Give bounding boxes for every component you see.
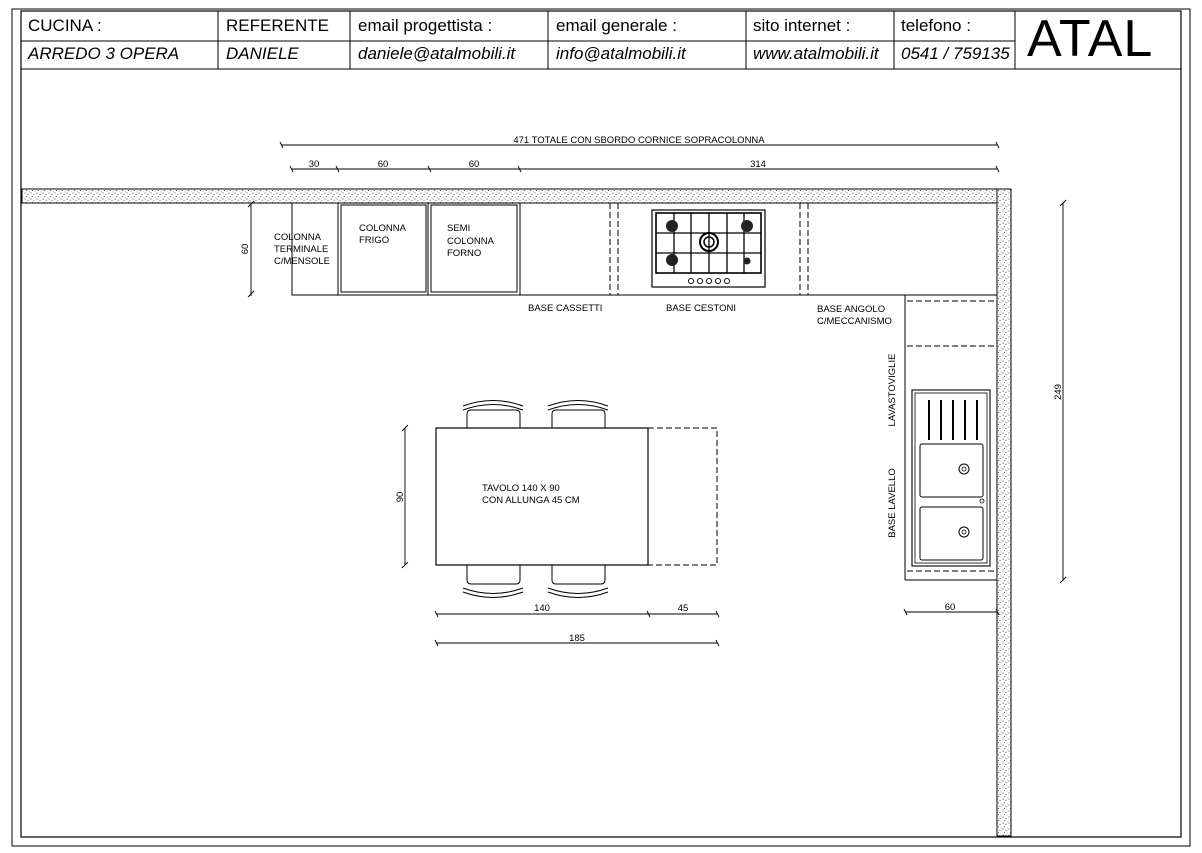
dimension-table-45-label: 45 xyxy=(677,603,689,614)
header-value-referent: DANIELE xyxy=(226,44,299,63)
cooktop-icon xyxy=(652,210,765,287)
label-base-angolo: BASE ANGOLO C/MECCANISMO xyxy=(817,304,892,327)
label-colonna-frigo: COLONNA FRIGO xyxy=(359,223,406,246)
dimension-60b-label: 60 xyxy=(468,159,480,170)
header-value-website: www.atalmobili.it xyxy=(753,44,879,63)
dimension-depth-label: 60 xyxy=(240,243,251,255)
label-base-lavello: BASE LAVELLO xyxy=(887,468,898,538)
header-label-phone: telefono : xyxy=(901,16,971,35)
dimension-sink-60-label: 60 xyxy=(944,602,956,613)
dimension-314-label: 314 xyxy=(750,159,766,170)
brand-logo: ATAL xyxy=(1027,10,1154,68)
dimension-total-label: 471 TOTALE CON SBORDO CORNICE SOPRACOLONNA xyxy=(513,135,765,146)
dimension-table-length xyxy=(435,611,719,617)
dimension-table-140-label: 140 xyxy=(534,603,550,614)
header-value-kitchen: ARREDO 3 OPERA xyxy=(28,44,180,63)
header-label-website: sito internet : xyxy=(753,16,851,35)
label-lavastoviglie: LAVASTOVIGLIE xyxy=(887,353,898,427)
dimension-60a-label: 60 xyxy=(377,159,389,170)
sink-icon xyxy=(912,390,990,566)
header-value-general-email: info@atalmobili.it xyxy=(556,44,686,63)
label-table: TAVOLO 140 X 90 CON ALLUNGA 45 CM xyxy=(482,483,580,506)
header-label-kitchen: CUCINA : xyxy=(28,16,102,35)
label-base-cassetti: BASE CASSETTI xyxy=(528,303,603,314)
wall-right xyxy=(997,189,1011,836)
label-colonna-terminale: COLONNA TERMINALE C/MENSOLE xyxy=(274,232,330,267)
dimension-table-185-label: 185 xyxy=(569,633,585,644)
header-value-designer-email: daniele@atalmobili.it xyxy=(358,44,516,63)
header-label-designer-email: email progettista : xyxy=(358,16,493,35)
header-value-phone: 0541 / 759135 xyxy=(901,44,1010,63)
dimension-table-depth-label: 90 xyxy=(395,491,406,503)
dimension-row xyxy=(290,166,999,172)
header-label-referent: REFERENTE xyxy=(226,16,329,35)
dimension-30-label: 30 xyxy=(308,159,320,170)
label-semi-colonna-forno: SEMI COLONNA FORNO xyxy=(447,223,494,259)
wall-top xyxy=(22,189,1011,203)
dimension-249-label: 249 xyxy=(1053,384,1064,400)
header-grid xyxy=(21,11,1181,69)
label-base-cestoni: BASE CESTONI xyxy=(666,303,737,314)
top-cabinet-run xyxy=(292,203,997,295)
header-label-general-email: email generale : xyxy=(556,16,677,35)
